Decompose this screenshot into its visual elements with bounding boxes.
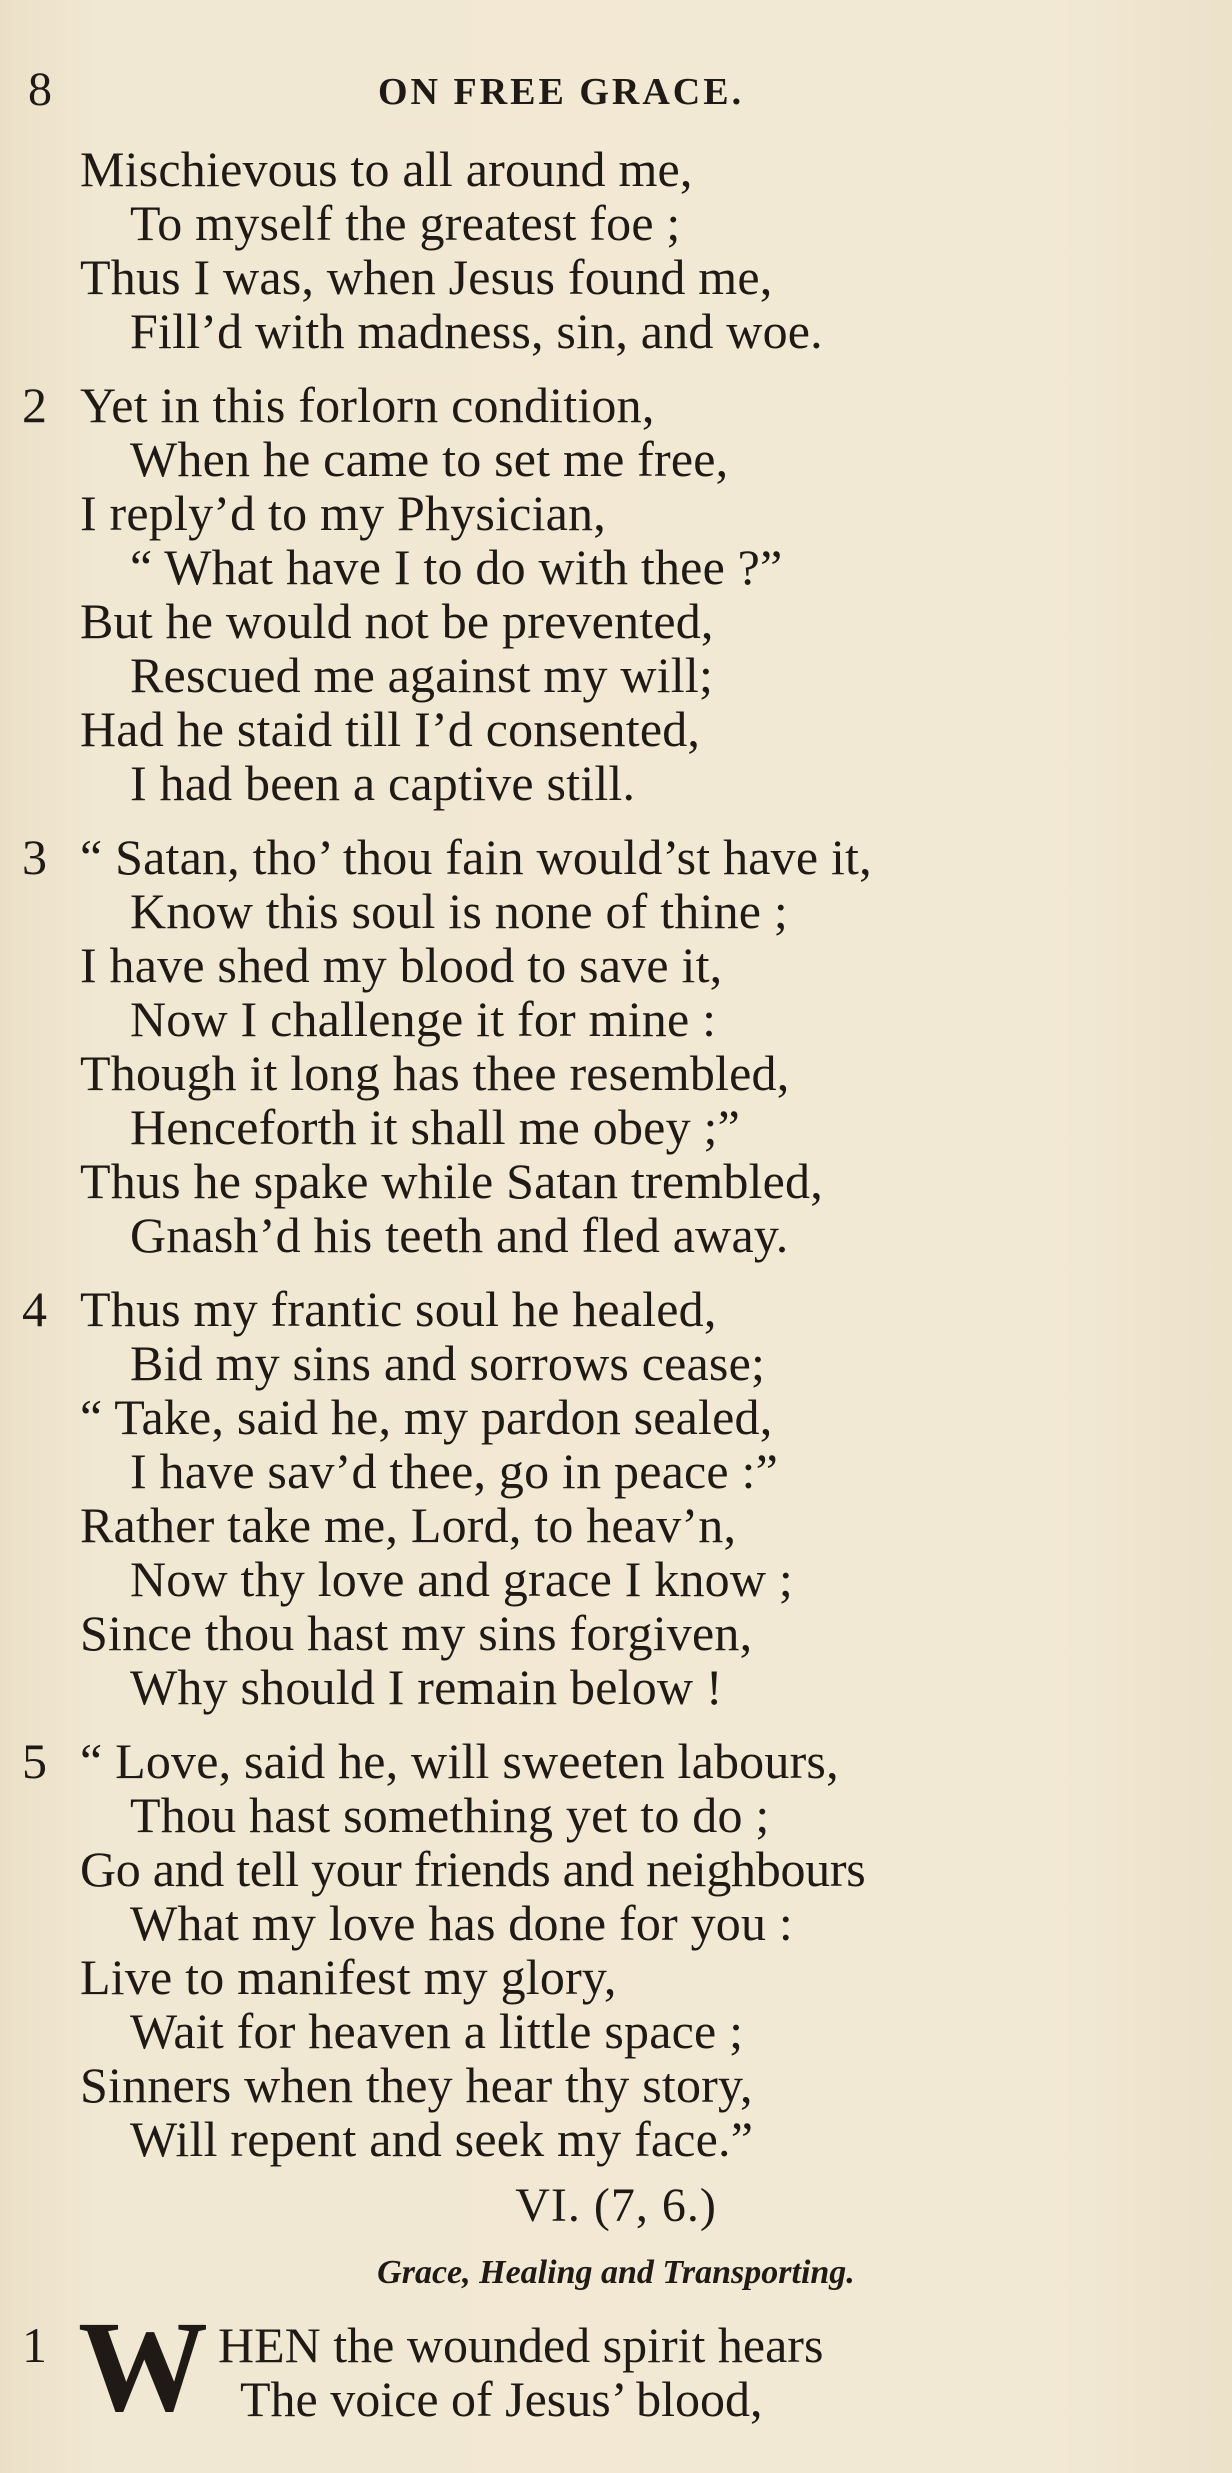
verse-line: Will repent and seek my face.” <box>130 2111 754 2167</box>
stanza-number: 3 <box>22 829 47 885</box>
verse-line: Thus he spake while Satan trembled, <box>80 1153 823 1209</box>
verse-line: “ Take, said he, my pardon sealed, <box>80 1389 773 1445</box>
stanza-number: 4 <box>22 1281 47 1337</box>
verse-line: When he came to set me free, <box>130 431 729 487</box>
stanza-number: 5 <box>22 1733 47 1789</box>
verse-line: Fill’d with madness, sin, and woe. <box>130 303 823 359</box>
verse-line: Rather take me, Lord, to heav’n, <box>80 1497 737 1553</box>
verse-line: What my love has done for you : <box>130 1895 793 1951</box>
running-head: ON FREE GRACE. <box>378 71 745 113</box>
verse-line: Now I challenge it for mine : <box>130 991 717 1047</box>
verse-line: But he would not be prevented, <box>80 593 714 649</box>
hymn-number: VI. (7, 6.) <box>515 2179 717 2232</box>
verse-line: “ What have I to do with thee ?” <box>130 539 783 595</box>
verse-line: Yet in this forlorn condition, <box>80 377 655 433</box>
page-number: 8 <box>28 63 52 116</box>
verse-line: The voice of Jesus’ blood, <box>240 2371 763 2427</box>
verse-line: Though it long has thee resembled, <box>80 1045 790 1101</box>
verse-line: Sinners when they hear thy story, <box>80 2057 753 2113</box>
verse-line: Live to manifest my glory, <box>80 1949 617 2005</box>
verse-line: “ Love, said he, will sweeten labours, <box>80 1733 839 1789</box>
hymn-title: Grace, Healing and Transporting. <box>377 2254 855 2291</box>
stanza-number: 1 <box>22 2317 47 2373</box>
verse-line: Thus my frantic soul he healed, <box>80 1281 717 1337</box>
drop-cap: W <box>78 2295 208 2439</box>
verse-line: I have shed my blood to save it, <box>80 937 723 993</box>
verse-line: I reply’d to my Physician, <box>80 485 606 541</box>
verse-line: I have sav’d thee, go in peace :” <box>130 1443 778 1499</box>
verse-line: Why should I remain below ! <box>130 1659 723 1715</box>
page-header <box>28 62 1208 122</box>
stanza-number: 2 <box>22 377 47 433</box>
verse-line: To myself the greatest foe ; <box>130 195 681 251</box>
verse-line: Since thou hast my sins forgiven, <box>80 1605 753 1661</box>
verse-line: Rescued me against my will; <box>130 647 714 703</box>
verse-line: Go and tell your friends and neighbours <box>80 1841 866 1897</box>
verse-line: I had been a captive still. <box>130 755 636 811</box>
verse-line: HEN the wounded spirit hears <box>218 2317 824 2373</box>
verse-line: Gnash’d his teeth and fled away. <box>130 1207 789 1263</box>
verse-line: Had he staid till I’d consented, <box>80 701 701 757</box>
verse-line: Thus I was, when Jesus found me, <box>80 249 773 305</box>
verse-line: “ Satan, tho’ thou fain would’st have it, <box>80 829 872 885</box>
verse-line: Mischievous to all around me, <box>80 141 693 197</box>
verse-line: Henceforth it shall me obey ;” <box>130 1099 740 1155</box>
verse-line: Wait for heaven a little space ; <box>130 2003 744 2059</box>
verse-line: Know this soul is none of thine ; <box>130 883 788 939</box>
verse-line: Now thy love and grace I know ; <box>130 1551 793 1607</box>
verse-line: Thou hast something yet to do ; <box>130 1787 770 1843</box>
verse-line: Bid my sins and sorrows cease; <box>130 1335 766 1391</box>
